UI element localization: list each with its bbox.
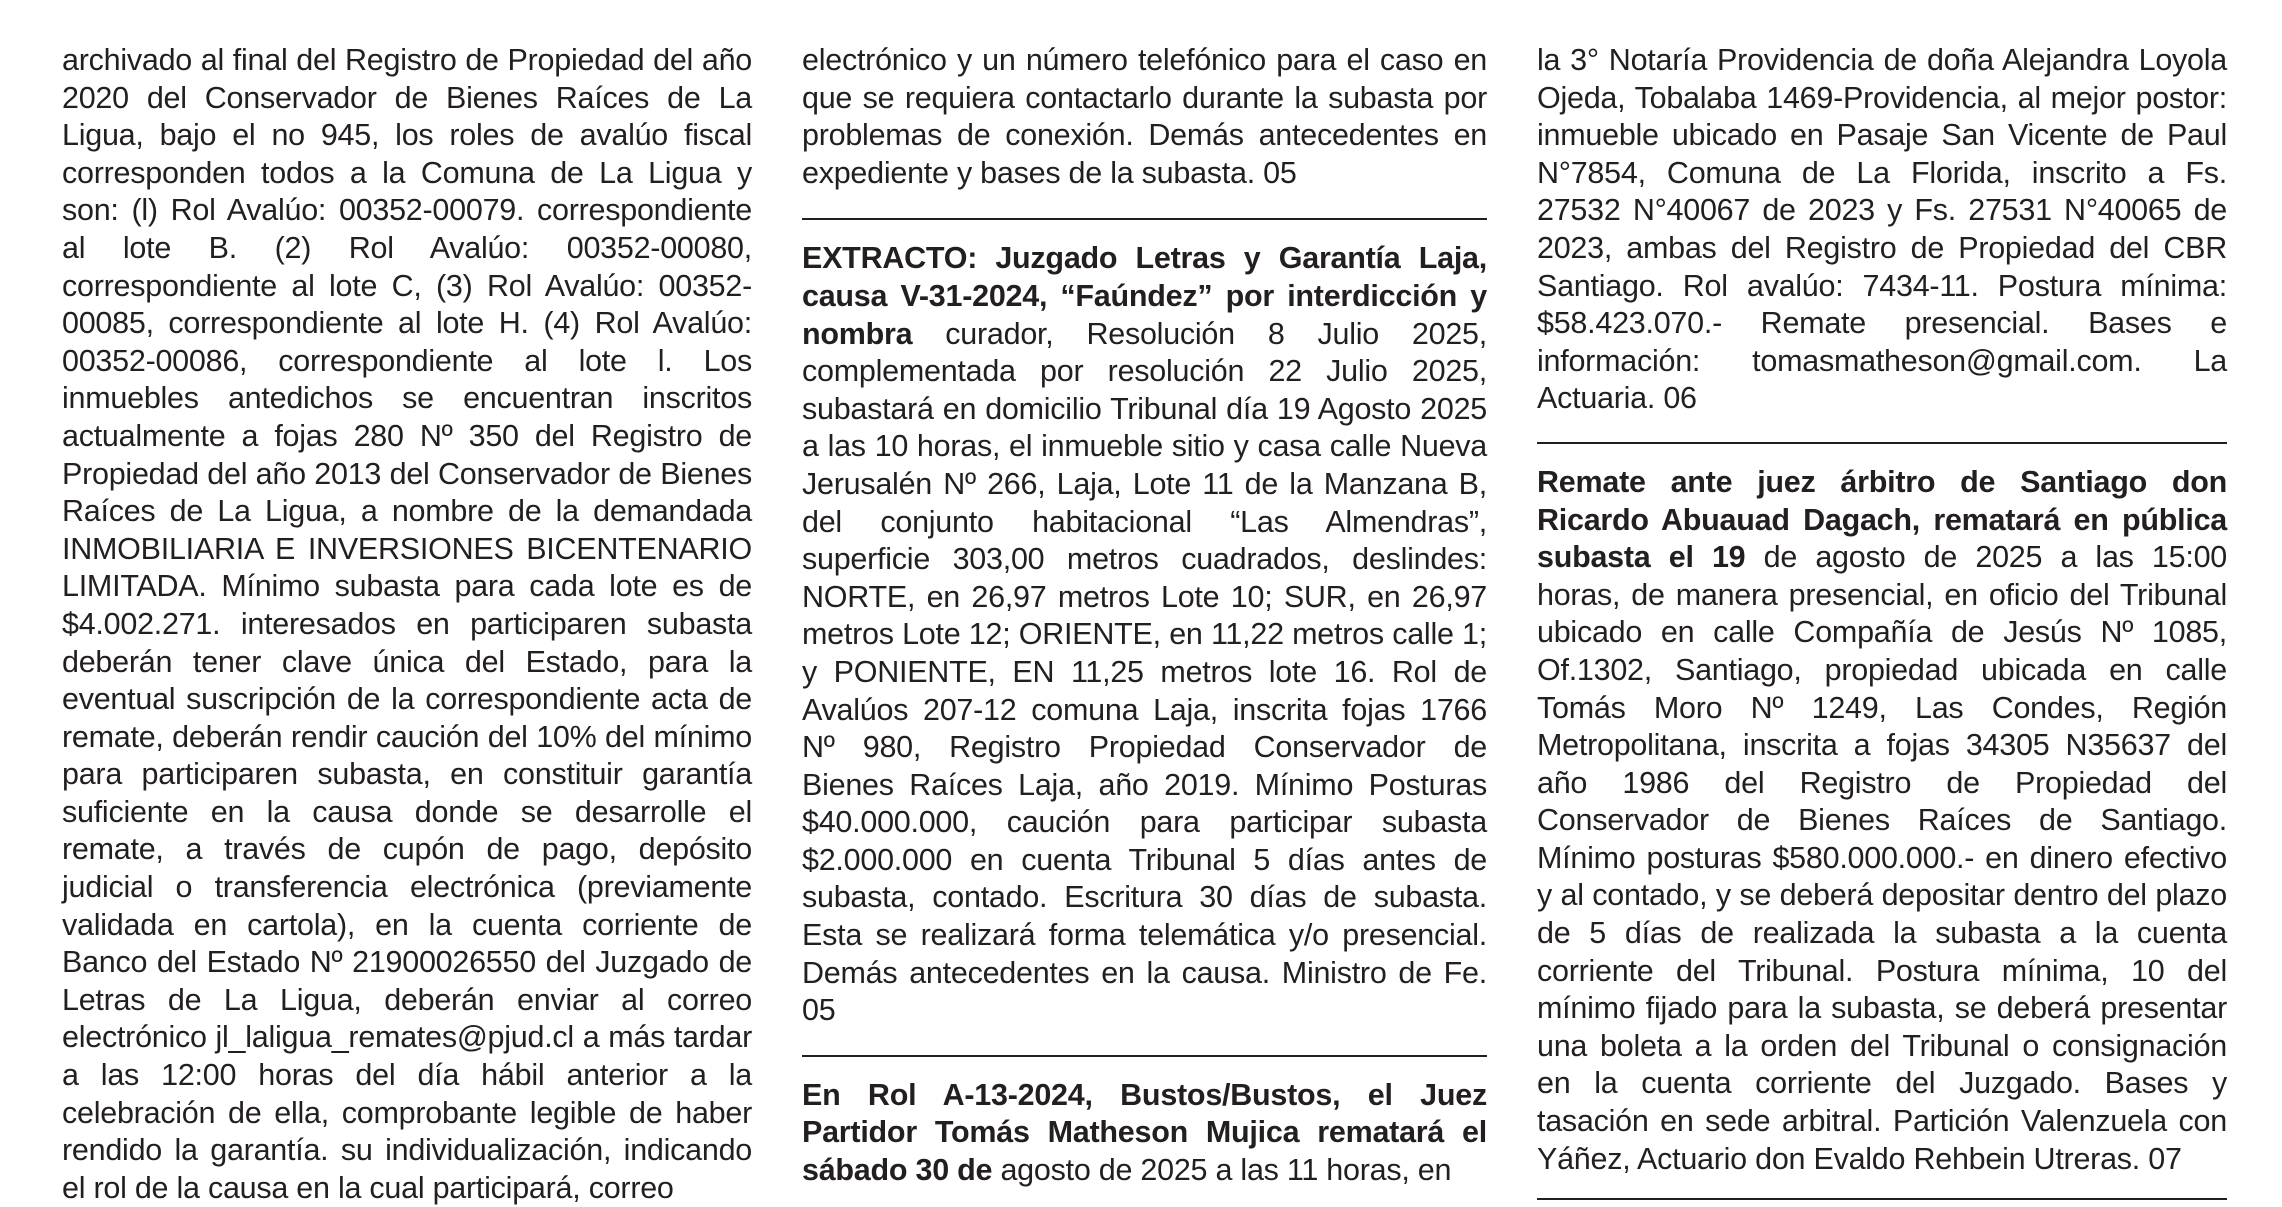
- divider-rule: [1537, 1198, 2227, 1200]
- notice-body: curador, Resolución 8 Julio 2025, complementada por resolución 22 Julio 2025, subastará en domicilio Tribunal día 19 Agosto 2025 a las 10 horas, el inmueble sitio y casa calle Nueva Jerusalén Nº 266, Laja, Lote 11 de la Manzana B, del conjunto habitacional “Las Almendras”, superficie 303,00 metros cuadrados, deslindes: NORTE, en 26,97 metros Lote 10; SUR, en 26,97 metros Lote 12; ORIENTE, en 11,22 metros calle 1; y PONIENTE, EN 11,25 metros lote 16. Rol de Avalúos 207-12 comuna Laja, inscrita fojas 1766 Nº 980, Registro Propiedad Conservador de Bienes Raíces Laja, año 2019. Mínimo Posturas $40.000.000, caución para participar subasta $2.000.000 en cuenta Tribunal 5 días antes de subasta, contado. Escritura 30 días de subasta. Esta se realizará forma telemática y/o presencial. Demás antecedentes en la causa. Ministro de Fe. 05: [802, 316, 1487, 1028]
- column-left: [62, 42, 752, 1207]
- divider-rule: [802, 218, 1487, 220]
- notice-rol-a-13-2024: [802, 1077, 1487, 1190]
- notice-heading: EXTRACTO: Juzgado Letras y Garantía Laja, causa V-31-2024, “Faúndez” por interdicción y nombra: [802, 241, 1487, 351]
- column-right: [1537, 42, 2227, 1200]
- notice-heading: Remate ante juez árbitro de Santiago don Ricardo Abuauad Dagach, rematará en pública subasta el 19: [1537, 464, 2227, 575]
- notice-extracto-laja: [802, 240, 1487, 1029]
- divider-rule: [802, 1055, 1487, 1057]
- notice-body: de agosto de 2025 a las 15:00 horas, de manera presencial, en oficio del Tribunal ubicado en calle Compañía de Jesús Nº 1085, Of.1302, Santiago, propiedad ubicada en calle Tomás Moro Nº 1249, Las Condes, Región Metropolitana, inscrita a fojas 34305 N35637 del año 1986 del Registro de Propiedad del Conservador de Bienes Raíces de Santiago. Mínimo posturas $580.000.000.- en dinero efectivo y al contado, y se deberá depositar dentro del plazo de 5 días de realizada la subasta a la cuenta corriente del Tribunal. Postura mínima, 10 del mínimo fijado para la subasta, se deberá presentar una boleta a la orden del Tribunal o consignación en la cuenta corriente del Juzgado. Bases y tasación en sede arbitral. Partición Valenzuela con Yáñez, Actuario don Evaldo Rehbein Utreras. 07: [1537, 540, 2228, 1176]
- notice-heading: En Rol A-13-2024, Bustos/Bustos, el Juez Partidor Tomás Matheson Mujica rematará el sábado 30 de: [802, 1077, 1487, 1188]
- notice-continuation-la-ligua: archivado al final del Registro de Propiedad del año 2020 del Conservador de Bienes Raíces de La Ligua, bajo el no 945, los roles de avalúo fiscal corresponden todos a la Comuna de La Ligua y son: (l) Rol Avalúo: 00352-00079. correspondiente al lote B. (2) Rol Avalúo: 00352-00080, correspondiente al lote C, (3) Rol Avalúo: 00352-00085, correspondiente al lote H. (4) Rol Avalúo: 00352-00086, correspondiente al lote l. Los inmuebles antedichos se encuentran inscritos actualmente a fojas 280 Nº 350 del Registro de Propiedad del año 2013 del Conservador de Bienes Raíces de La Ligua, a nombre de la demandada INMOBILIARIA E INVERSIONES BICENTENARIO LIMITADA. Mínimo subasta para cada lote es de $4.002.271. interesados en participaren subasta deberán tener clave única del Estado, para la eventual suscripción de la correspondiente acta de remate, deberán rendir caución del 10% del mínimo para participaren subasta, en constituir garantía suficiente en la causa donde se desarrolle el remate, a través de cupón de pago, depósito judicial o transferencia electrónica (previamente validada en cartola), en la cuenta corriente de Banco del Estado Nº 21900026550 del Juzgado de Letras de La Ligua, deberán enviar al correo electrónico jl_laligua_remates@pjud.cl a más tardar a las 12:00 horas del día hábil anterior a la celebración de ella, comprobante legible de haber rendido la garantía. su individualización, indicando el rol de la causa en la cual participará, correo: [62, 43, 752, 1205]
- notice-body: agosto de 2025 a las 11 horas, en: [992, 1153, 1452, 1188]
- notice-remate-juez-arbitro: [1537, 464, 2227, 1178]
- column-middle: [802, 42, 1487, 1190]
- notice-continuation-rol-a-13: la 3° Notaría Providencia de doña Alejandra Loyola Ojeda, Tobalaba 1469-Providencia, al mejor postor: inmueble ubicado en Pasaje San Vicente de Paul N°7854, Comuna de La Florida, inscrito a Fs. 27532 N°40067 de 2023 y Fs. 27531 N°40065 de 2023, ambas del Registro de Propiedad del CBR Santiago. Rol avalúo: 7434-11. Postura mínima: $58.423.070.- Remate presencial. Bases e información: tomasmatheson@gmail.com. La Actuaria. 06: [1537, 43, 2227, 416]
- divider-rule: [1537, 442, 2227, 444]
- notice-end-la-ligua: electrónico y un número telefónico para el caso en que se requiera contactarlo durante la subasta por problemas de conexión. Demás antecedentes en expediente y bases de la subasta. 05: [802, 43, 1487, 190]
